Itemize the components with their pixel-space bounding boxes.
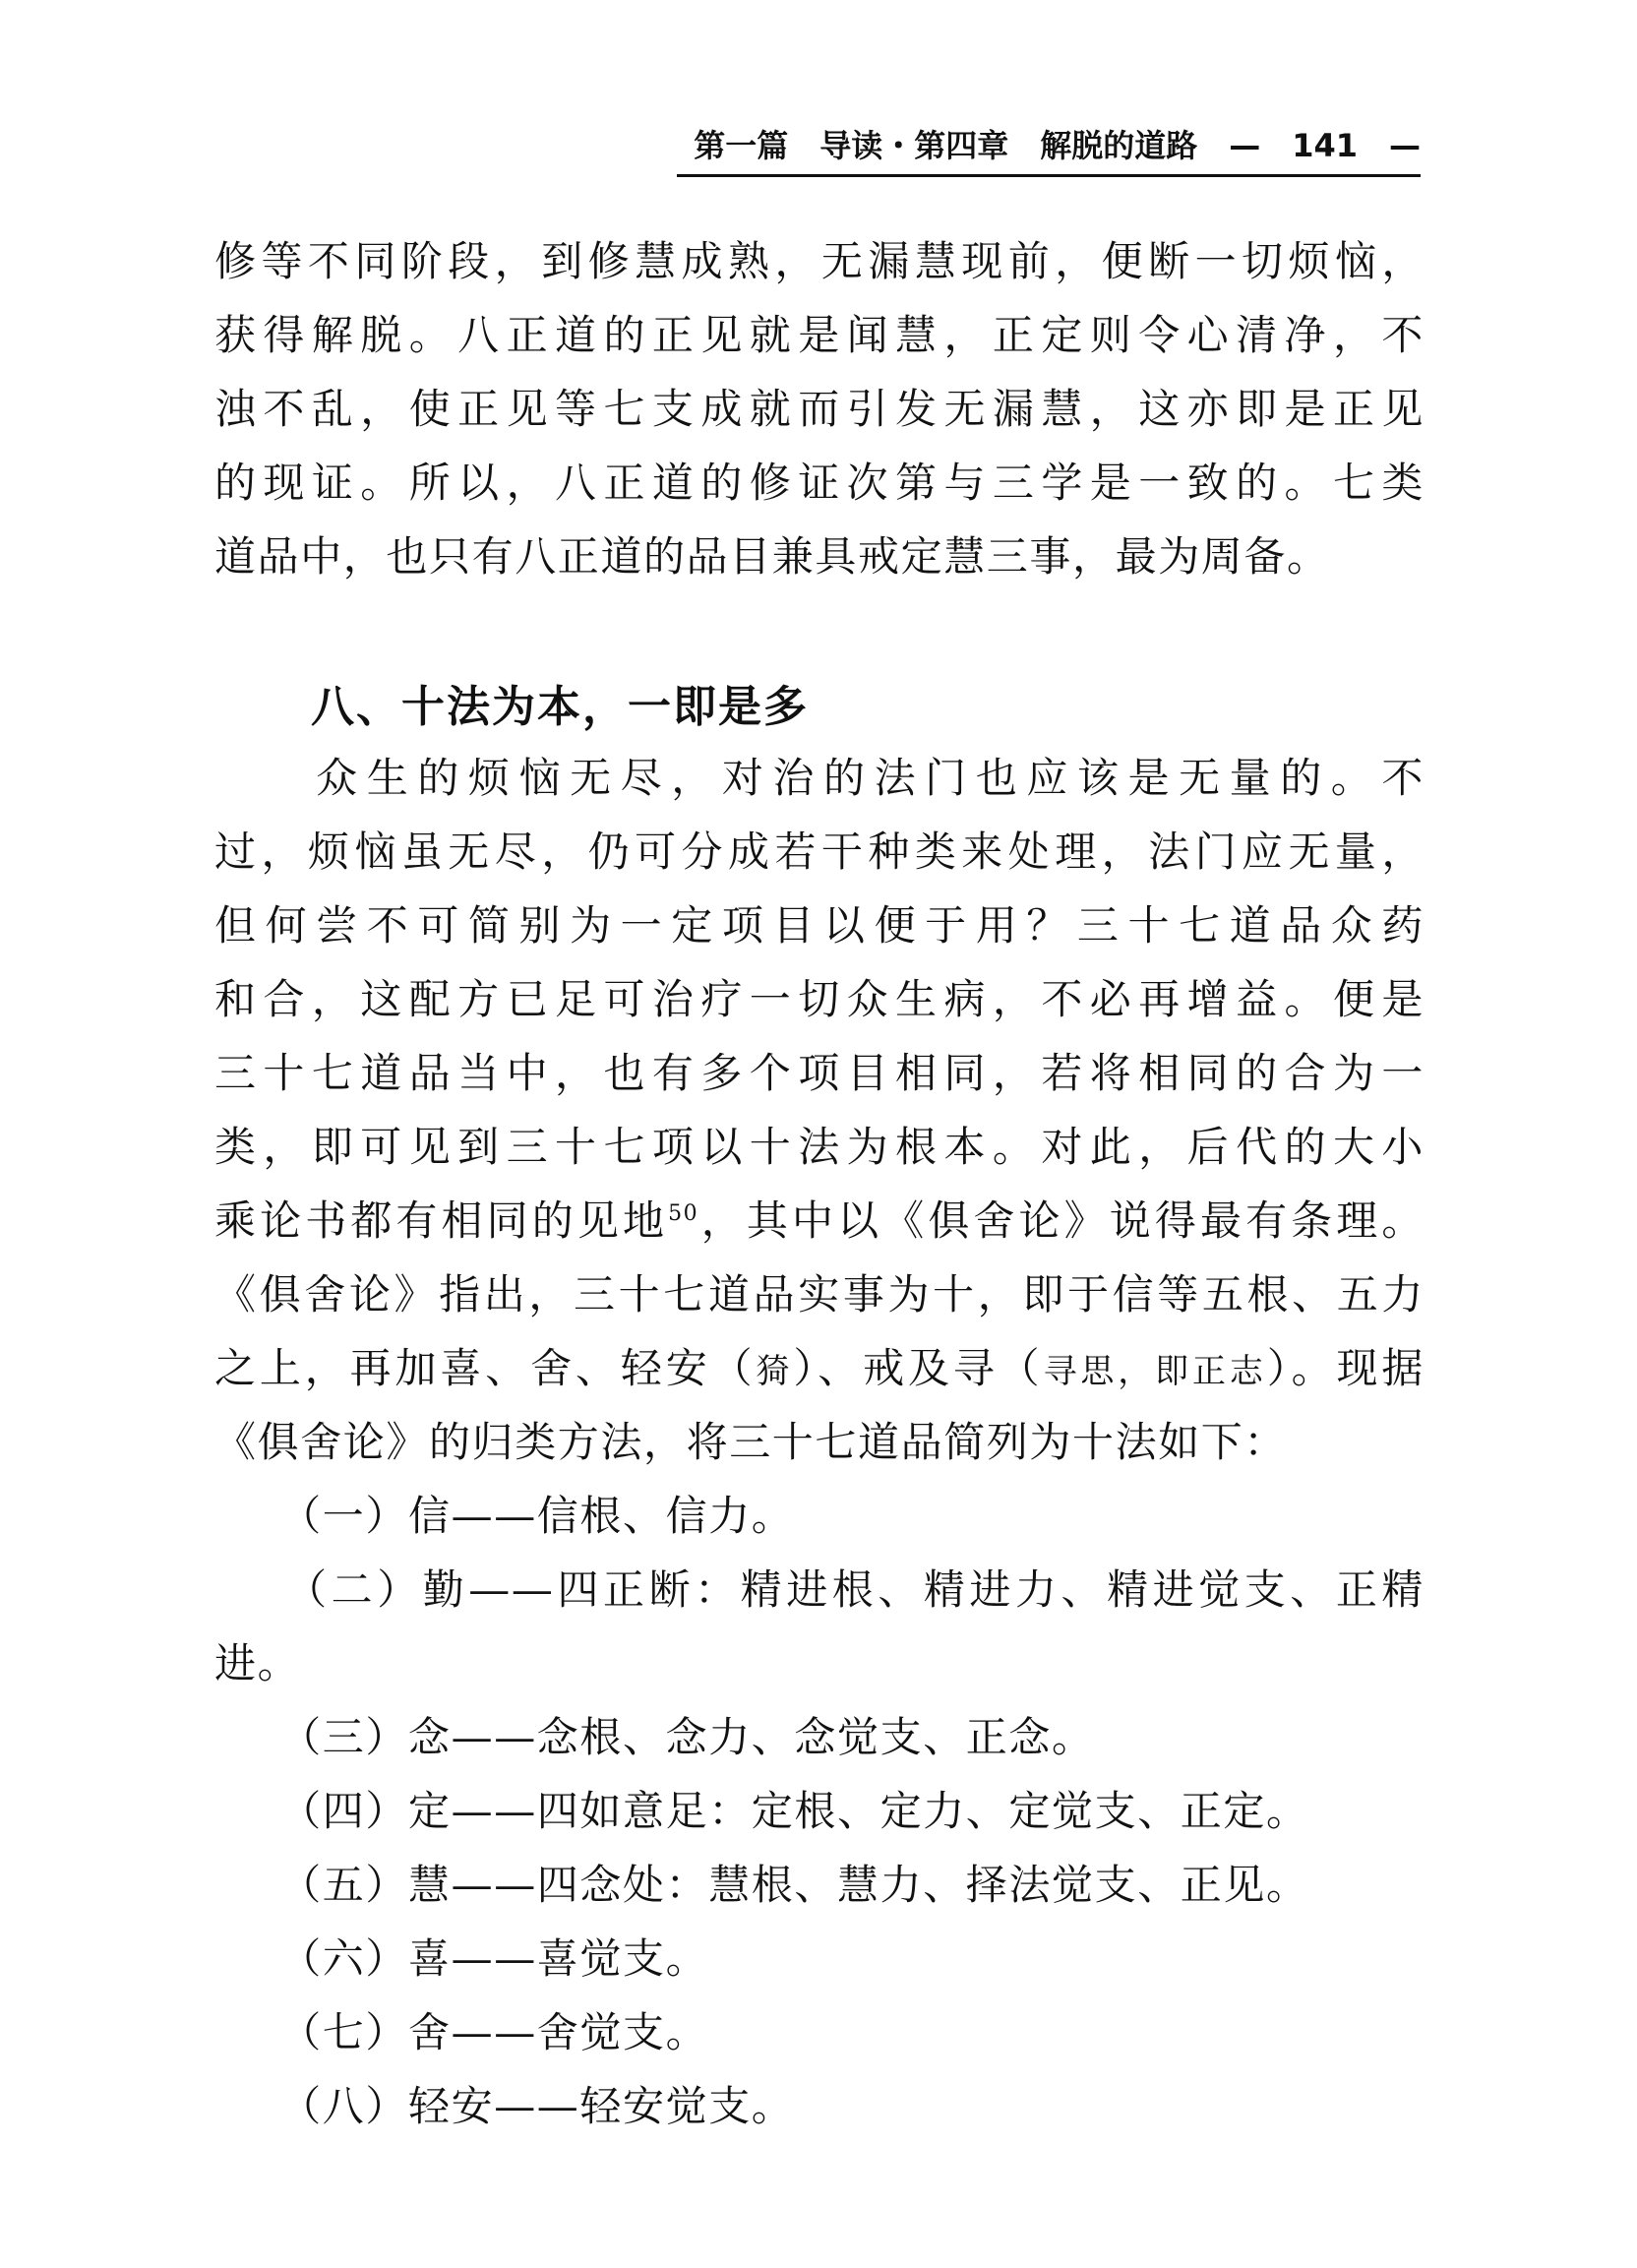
body-line: 浊不乱，使正见等七支成就而引发无漏慧，这亦即是正见 [214, 385, 1425, 433]
inline-note: 猗 [756, 1352, 794, 1391]
inline-note: 寻思，即正志 [1043, 1352, 1267, 1391]
line-text: ）。现据 [1266, 1344, 1425, 1392]
body-line: 修等不同阶段，到修慧成熟，无漏慧现前，便断一切烦恼， [214, 237, 1425, 285]
list-item: （七）舍——舍觉支。 [214, 2008, 709, 2056]
list-item-continuation: 进。 [214, 1639, 301, 1687]
body-line: 但何尝不可简别为一定项目以便于用？三十七道品众药 [214, 901, 1425, 950]
body-line: 众生的烦恼无尽，对治的法门也应该是无量的。不 [214, 754, 1425, 802]
list-item: （六）喜——喜觉支。 [214, 1934, 709, 1983]
body-line: 类，即可见到三十七项以十法为根本。对此，后代的大小 [214, 1123, 1425, 1171]
footnote-marker[interactable]: 50 [668, 1201, 699, 1226]
running-header: 第一篇 导读・第四章 解脱的道路 — 141 — [694, 127, 1421, 164]
body-line: 《俱舍论》的归类方法，将三十七道品简列为十法如下： [214, 1418, 1288, 1466]
body-line: 获得解脱。八正道的正见就是闻慧，正定则令心清净，不 [214, 311, 1425, 359]
list-item: （四）定——四如意足：定根、定力、定觉支、正定。 [214, 1787, 1309, 1835]
body-line-with-notes [214, 1341, 1425, 1396]
list-item: （一）信——信根、信力。 [214, 1492, 795, 1540]
line-text: ）、戒及寻（ [793, 1344, 1044, 1392]
body-line: 的现证。所以，八正道的修证次第与三学是一致的。七类 [214, 459, 1425, 507]
list-item: （五）慧——四念处：慧根、慧力、择法觉支、正见。 [214, 1861, 1309, 1909]
list-item: （八）轻安——轻安觉支。 [214, 2082, 795, 2130]
list-item: （三）念——念根、念力、念觉支、正念。 [214, 1713, 1095, 1761]
body-line: 《俱舍论》指出，三十七道品实事为十，即于信等五根、五力 [214, 1270, 1425, 1318]
body-line: 和合，这配方已足可治疗一切众生病，不必再增益。便是 [214, 975, 1425, 1023]
line-text: 乘论书都有相同的见地 [214, 1196, 669, 1245]
section-heading: 八、十法为本，一即是多 [311, 682, 809, 732]
body-line-with-footnote [214, 1194, 1425, 1249]
body-line: 三十七道品当中，也有多个项目相同，若将相同的合为一 [214, 1049, 1425, 1097]
body-line: 道品中，也只有八正道的品目兼具戒定慧三事，最为周备。 [214, 532, 1330, 581]
list-item: （二）勤——四正断：精进根、精进力、精进觉支、正精 [214, 1565, 1425, 1614]
line-text: ，其中以《俱舍论》说得最有条理。 [698, 1196, 1425, 1245]
body-line: 过，烦恼虽无尽，仍可分成若干种类来处理，法门应无量， [214, 828, 1425, 876]
line-text: 之上，再加喜、舍、轻安（ [214, 1344, 757, 1392]
header-rule [677, 174, 1421, 177]
